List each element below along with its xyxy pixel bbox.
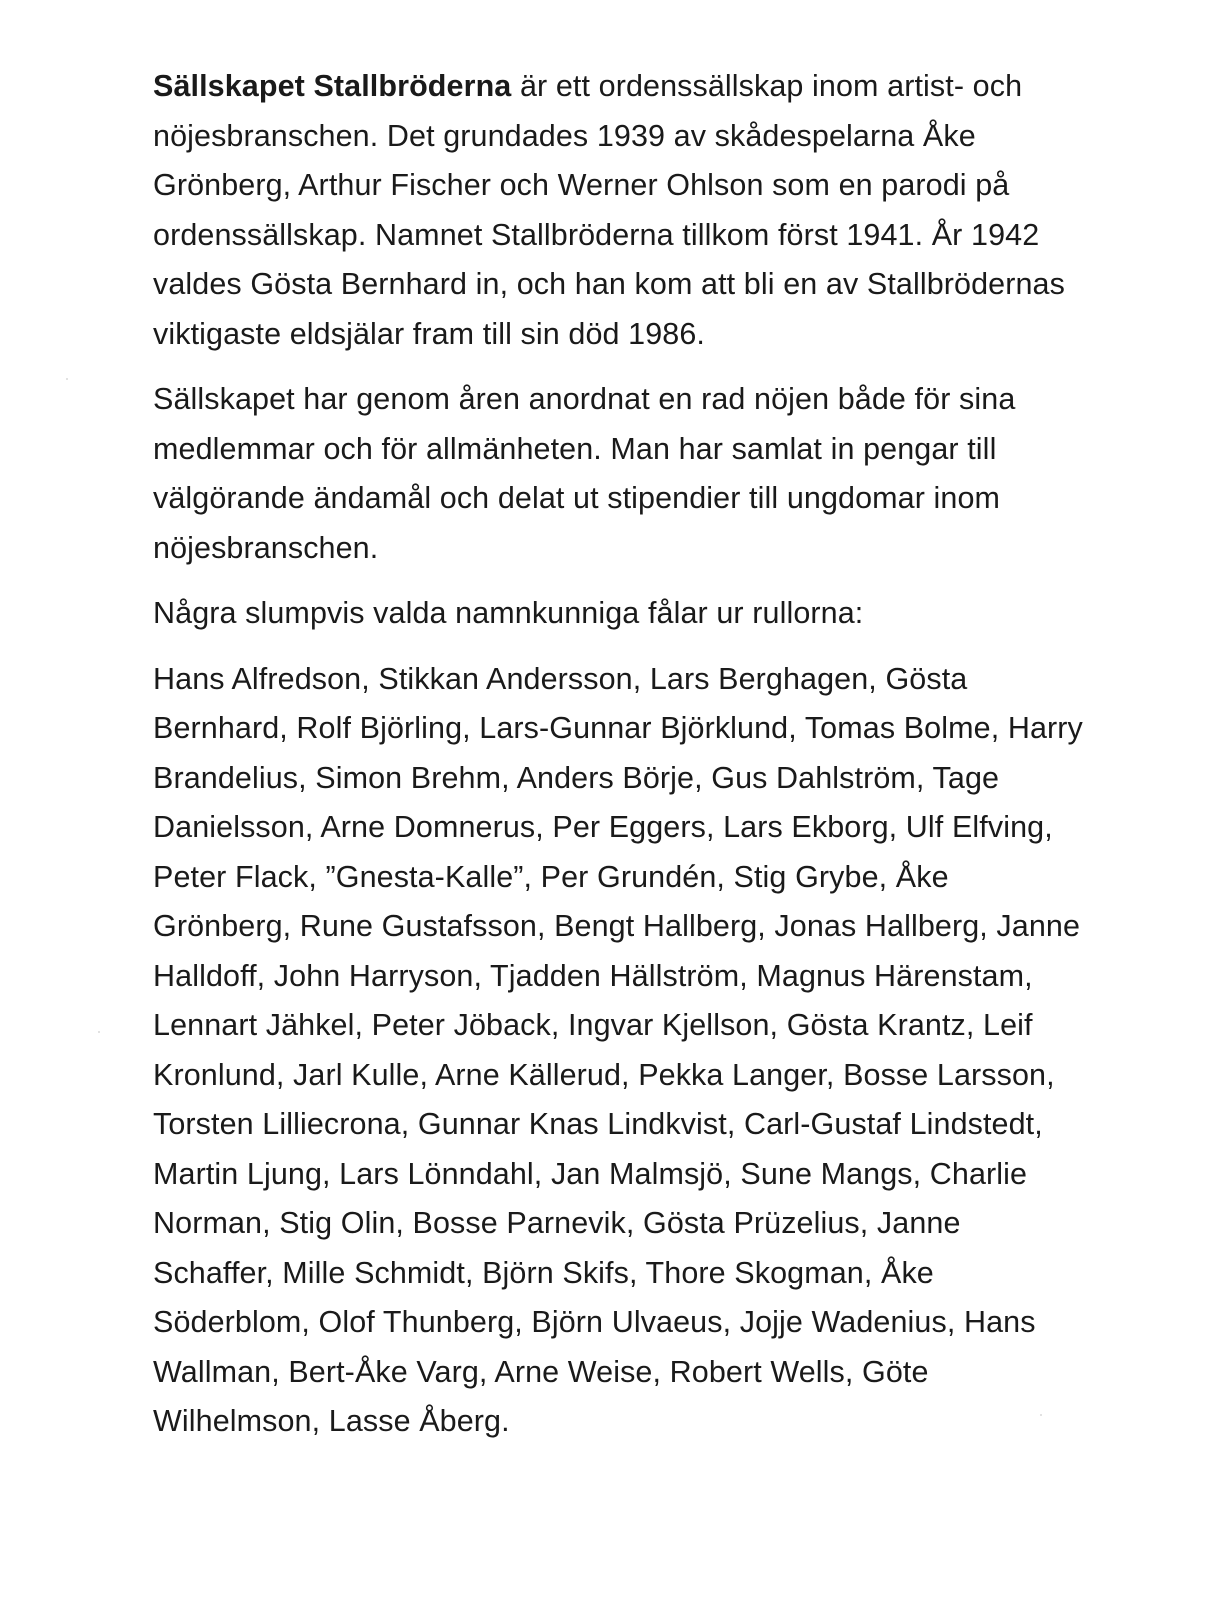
- activities-paragraph: Sällskapet har genom åren anordnat en rad nöjen både för sina medlemmar och för allmänheten. Man har samlat in pengar till välgörande ändamål och delat ut stipendier till ungdomar inom nöjesbranschen.: [153, 382, 1016, 565]
- intro-text: är ett ordenssällskap inom artist- och nöjesbranschen. Det grundades 1939 av skådespelarna Åke Grönberg, Arthur Fischer och Werner Ohlson som en parodi på ordenssällskap. Namnet Stallbröderna tillkom först 1941. År 1942 valdes Gösta Bernhard in, och han kom att bli en av Stallbrödernas viktigaste eldsjälar fram till sin död 1986.: [153, 69, 1065, 351]
- names-list: Hans Alfredson, Stikkan Andersson, Lars Berghagen, Gösta Bernhard, Rolf Björling, Lars-Gunnar Björklund, Tomas Bolme, Harry Brandelius, Simon Brehm, Anders Börje, Gus Dahlström, Tage Danielsson, Arne Domnerus, Per Eggers, Lars Ekborg, Ulf Elfving, Peter Flack, ”Gnesta-Kalle”, Per Grundén, Stig Grybe, Åke Grönberg, Rune Gustafsson, Bengt Hallberg, Jonas Hallberg, Janne Halldoff, John Harryson, Tjadden Hällström, Magnus Härenstam, Lennart Jähkel, Peter Jöback, Ingvar Kjellson, Gösta Krantz, Leif Kronlund, Jarl Kulle, Arne Källerud, Pekka Langer, Bosse Larsson, Torsten Lilliecrona, Gunnar Knas Lindkvist, Carl-Gustaf Lindstedt, Martin Ljung, Lars Lönndahl, Jan Malmsjö, Sune Mangs, Charlie Norman, Stig Olin, Bosse Parnevik, Gösta Prüzelius, Janne Schaffer, Mille Schmidt, Björn Skifs, Thore Skogman, Åke Söderblom, Olof Thunberg, Björn Ulvaeus, Jojje Wadenius, Hans Wallman, Bert-Åke Varg, Arne Weise, Robert Wells, Göte Wilhelmson, Lasse Åberg.: [153, 661, 1083, 1438]
- society-name: Sällskapet Stallbröderna: [153, 69, 512, 103]
- names-heading: Några slumpvis valda namnkunniga fålar ur rullorna:: [153, 596, 864, 630]
- document-body: [153, 62, 1083, 1463]
- scan-speck: [66, 378, 68, 380]
- intro-paragraph: [153, 62, 1083, 359]
- scan-speck: [98, 1031, 100, 1033]
- scan-speck: [1040, 1414, 1042, 1416]
